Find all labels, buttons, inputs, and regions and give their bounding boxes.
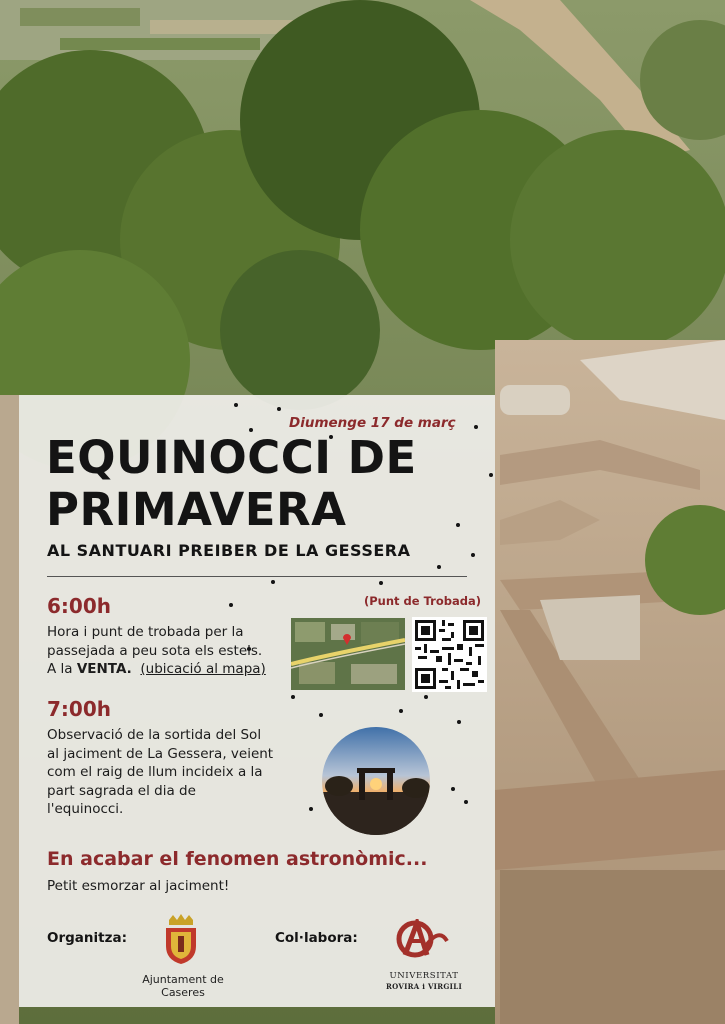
collaborator-label: Col·labora: xyxy=(275,930,358,946)
schedule-time-2: 7:00h xyxy=(47,697,111,721)
event-info-panel xyxy=(19,395,495,1007)
sunrise-photo xyxy=(321,726,431,836)
schedule-text-1: Hora i punt de trobada per la passejada a peu sota els estels. A la VENTA. (ubicació al mapa) xyxy=(47,624,266,677)
collaborator-name: UNIVERSITAT ROVIRA i VIRGILI xyxy=(385,971,463,991)
caseres-coat-of-arms-icon xyxy=(163,914,199,966)
closing-text: Petit esmorzar al jaciment! xyxy=(47,878,230,894)
event-subtitle: AL SANTUARI PREIBER DE LA GESSERA xyxy=(47,541,411,560)
event-title-line1: EQUINOCCI DE xyxy=(46,431,417,484)
organizer-label: Organitza: xyxy=(47,930,127,946)
urv-logo-icon xyxy=(395,919,451,963)
closing-heading: En acabar el fenomen astronòmic... xyxy=(47,848,428,870)
map-location-link[interactable]: (ubicació al mapa) xyxy=(140,661,266,677)
schedule-time-1: 6:00h xyxy=(47,594,111,618)
meeting-point-map[interactable] xyxy=(291,618,405,690)
event-date: Diumenge 17 de març xyxy=(289,415,456,431)
event-title-line2: PRIMAVERA xyxy=(46,483,347,536)
schedule-text-2: Observació de la sortida del Sol al jaciment de La Gessera, veient com el raig de llum incideix a la part sagrada el dia de l'equinocci. xyxy=(47,727,274,817)
qr-code[interactable] xyxy=(412,617,487,692)
meeting-point-label: (Punt de Trobada) xyxy=(364,594,481,608)
organizer-name: Ajuntament de Caseres xyxy=(142,973,224,999)
divider xyxy=(47,576,467,577)
